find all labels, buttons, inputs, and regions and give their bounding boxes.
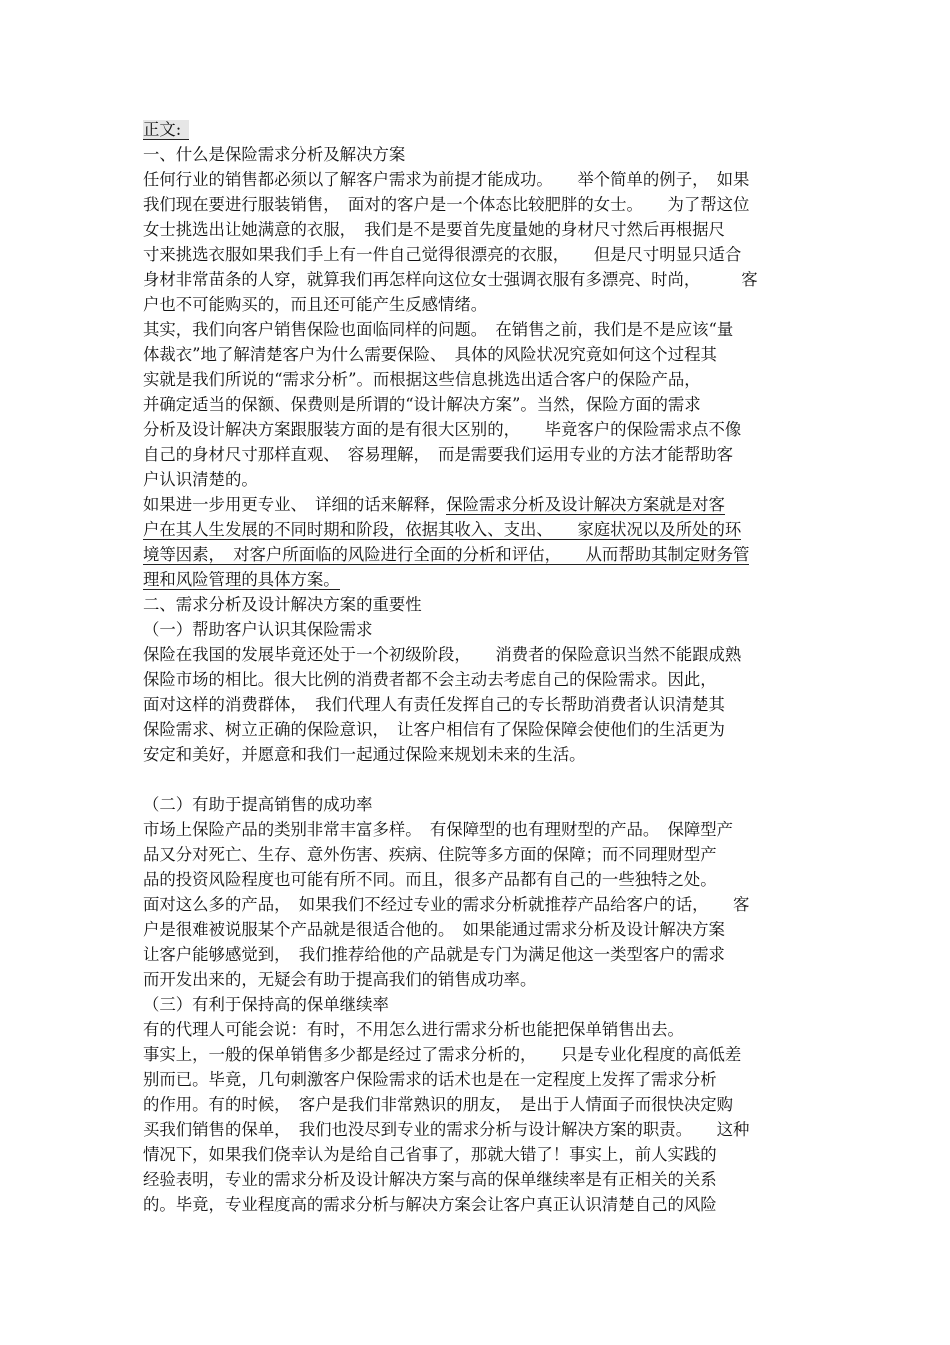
section-label-line (143, 118, 189, 142)
paragraph-line: 分析及设计解决方案跟服装方面的是有很大区别的， 毕竟客户的保险需求点不像 (143, 420, 742, 439)
paragraph-line: 事实上，一般的保单销售多少都是经过了需求分析的， 只是专业化程度的高低差 (143, 1045, 742, 1064)
paragraph-line: 体裁衣”地了解清楚客户为什么需要保险、 具体的风险状况究竟如何这个过程其 (143, 345, 717, 364)
paragraph-line: 保险在我国的发展毕竟还处于一个初级阶段， 消费者的保险意识当然不能跟成熟 (143, 645, 742, 664)
definition-underlined: 保险需求分析及设计解决方案就是对客 (446, 495, 725, 514)
paragraph-line: 情况下，如果我们侥幸认为是给自己省事了，那就大错了！事实上，前人实践的 (143, 1145, 717, 1164)
definition-line (143, 493, 725, 517)
heading-2: 二、需求分析及设计解决方案的重要性 (143, 595, 422, 614)
paragraph-line: 品又分对死亡、生存、意外伤害、疾病、住院等多方面的保障；而不同理财型产 (143, 845, 717, 864)
definition-line (143, 543, 749, 567)
paragraph-line: 安定和美好，并愿意和我们一起通过保险来规划未来的生活。 (143, 745, 586, 764)
subheading: （二）有助于提高销售的成功率 (143, 795, 373, 814)
paragraph-line: 的。毕竟，专业程度高的需求分析与解决方案会让客户真正认识清楚自己的风险 (143, 1195, 717, 1214)
paragraph-line: 别而已。毕竟，几句刺激客户保险需求的话术也是在一定程度上发挥了需求分析 (143, 1070, 717, 1089)
definition-line (143, 568, 340, 592)
paragraph-line: 面对这样的消费群体， 我们代理人有责任发挥自己的专长帮助消费者认识清楚其 (143, 695, 725, 714)
section-label: 正文: (143, 120, 189, 140)
paragraph-line: 其实，我们向客户销售保险也面临同样的问题。 在销售之前，我们是不是应该“量 (143, 320, 734, 339)
paragraph-line: 而开发出来的，无疑会有助于提高我们的销售成功率。 (143, 970, 537, 989)
paragraph-line: 户是很难被说服某个产品就是很适合他的。 如果能通过需求分析及设计解决方案 (143, 920, 725, 939)
paragraph-line: 并确定适当的保额、保费则是所谓的“设计解决方案”。当然，保险方面的需求 (143, 395, 701, 414)
subheading: （三）有利于保持高的保单继续率 (143, 995, 389, 1014)
subheading: （一）帮助客户认识其保险需求 (143, 620, 373, 639)
paragraph-line: 任何行业的销售都必须以了解客户需求为前提才能成功。 举个简单的例子， 如果 (143, 170, 750, 189)
heading-1: 一、什么是保险需求分析及解决方案 (143, 145, 406, 164)
paragraph-line: 实就是我们所说的“需求分析”。而根据这些信息挑选出适合客户的保险产品， (143, 370, 701, 389)
paragraph-line: 面对这么多的产品， 如果我们不经过专业的需求分析就推荐产品给客户的话， 客 (143, 895, 750, 914)
paragraph-line: 户也不可能购买的，而且还可能产生反感情绪。 (143, 295, 488, 314)
paragraph-line: 品的投资风险程度也可能有所不同。而且，很多产品都有自己的一些独特之处。 (143, 870, 717, 889)
paragraph-line: 户认识清楚的。 (143, 470, 258, 489)
paragraph-line: 的作用。有的时候， 客户是我们非常熟识的朋友， 是出于人情面子而很快决定购 (143, 1095, 734, 1114)
paragraph-line: 保险市场的相比。很大比例的消费者都不会主动去考虑自己的保险需求。因此， (143, 670, 717, 689)
paragraph-line: 自己的身材尺寸那样直观、 容易理解， 而是需要我们运用专业的方法才能帮助客 (143, 445, 734, 464)
paragraph-line: 身材非常苗条的人穿，就算我们再怎样向这位女士强调衣服有多漂亮、时尚， 客 (143, 270, 758, 289)
paragraph-line: 市场上保险产品的类别非常丰富多样。 有保障型的也有理财型的产品。 保障型产 (143, 820, 734, 839)
definition-underlined: 户在其人生发展的不同时期和阶段，依据其收入、支出、 家庭状况以及所处的环 (143, 520, 742, 539)
paragraph-line: 保险需求、树立正确的保险意识， 让客户相信有了保险保障会使他们的生活更为 (143, 720, 725, 739)
definition-underlined: 理和风险管理的具体方案。 (143, 570, 340, 589)
paragraph-line: 我们现在要进行服装销售， 面对的客户是一个体态比较肥胖的女士。 为了帮这位 (143, 195, 750, 214)
definition-line (143, 518, 741, 542)
paragraph-line: 女士挑选出让她满意的衣服， 我们是不是要首先度量她的身材尺寸然后再根据尺 (143, 220, 725, 239)
paragraph-line: 寸来挑选衣服如果我们手上有一件自己觉得很漂亮的衣服， 但是尺寸明显只适合 (143, 245, 742, 264)
paragraph-line: 让客户能够感觉到， 我们推荐给他的产品就是专门为满足他这一类型客户的需求 (143, 945, 725, 964)
paragraph-line: 有的代理人可能会说：有时，不用怎么进行需求分析也能把保单销售出去。 (143, 1020, 684, 1039)
definition-underlined: 境等因素， 对客户所面临的风险进行全面的分析和评估， 从而帮助其制定财务管 (143, 545, 750, 564)
definition-lead: 如果进一步用更专业、 详细的话来解释， (143, 495, 447, 514)
paragraph-line: 经验表明，专业的需求分析及设计解决方案与高的保单继续率是有正相关的关系 (143, 1170, 717, 1189)
paragraph-line: 买我们销售的保单， 我们也没尽到专业的需求分析与设计解决方案的职责。 这种 (143, 1120, 750, 1139)
